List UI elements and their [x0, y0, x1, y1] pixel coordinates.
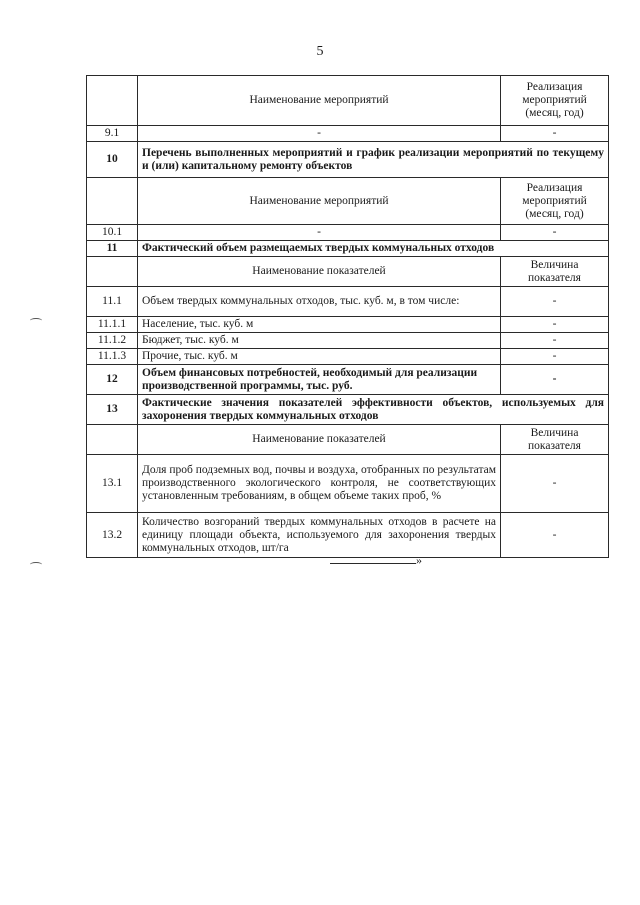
row-number-cell: 9.1: [87, 126, 138, 142]
column-header-value: Величина показателя: [501, 425, 609, 455]
row-number-cell: 11.1.1: [87, 317, 138, 333]
section-number-cell: 12: [87, 365, 138, 395]
page-number: 5: [316, 44, 324, 59]
table-header-row: [87, 76, 609, 126]
column-header-name: Наименование показателей: [138, 425, 501, 455]
closing-quote: »: [416, 553, 422, 567]
section-title-cell: Фактические значения показателей эффективности объектов, используемых для захоронения твердых коммунальных отходов: [138, 395, 609, 425]
section-row: [87, 241, 609, 257]
row-number-cell: 11.1.3: [87, 349, 138, 365]
table-row: [87, 513, 609, 558]
row-number-cell: [87, 178, 138, 225]
section-number-cell: 11: [87, 241, 138, 257]
row-name-cell: -: [138, 126, 501, 142]
section-title-cell: Объем финансовых потребностей, необходимый для реализации производственной программы, тыс. руб.: [138, 365, 501, 395]
table-header-row: [87, 178, 609, 225]
margin-scan-mark: [30, 318, 42, 323]
column-header-name: Наименование мероприятий: [138, 178, 501, 225]
row-number-cell: 11.1.2: [87, 333, 138, 349]
row-value-cell: -: [501, 287, 609, 317]
column-header-name: Наименование мероприятий: [138, 76, 501, 126]
row-number-cell: 10.1: [87, 225, 138, 241]
table-row: [87, 126, 609, 142]
section-title-cell: Фактический объем размещаемых твердых коммунальных отходов: [138, 241, 609, 257]
row-value-cell: -: [501, 317, 609, 333]
table-header-row: [87, 257, 609, 287]
table-header-row: [87, 425, 609, 455]
row-value-cell: -: [501, 225, 609, 241]
row-name-cell: Доля проб подземных вод, почвы и воздуха, отобранных по результатам производственного экологического контроля, не соответствующих установленным требованиям, в общем объеме таких проб, %: [138, 455, 501, 513]
row-value-cell: -: [501, 455, 609, 513]
row-value-cell: -: [501, 513, 609, 558]
table-row: [87, 333, 609, 349]
row-number-cell: [87, 76, 138, 126]
table-row: [87, 349, 609, 365]
section-row: [87, 395, 609, 425]
row-number-cell: 13.1: [87, 455, 138, 513]
table-row: [87, 317, 609, 333]
section-row: [87, 365, 609, 395]
column-header-name: Наименование показателей: [138, 257, 501, 287]
row-name-cell: Количество возгораний твердых коммунальных отходов в расчете на единицу площади объекта, используемого для захоронения твердых коммунальных отходов, шт/га: [138, 513, 501, 558]
row-name-cell: Бюджет, тыс. куб. м: [138, 333, 501, 349]
column-header-value: Величина показателя: [501, 257, 609, 287]
section-title-cell: Перечень выполненных мероприятий и график реализации мероприятий по текущему и (или) капитальному ремонту объектов: [138, 142, 609, 178]
row-value-cell: -: [501, 126, 609, 142]
margin-scan-mark: [30, 562, 42, 567]
row-value-cell: -: [501, 349, 609, 365]
report-table: [86, 75, 609, 558]
row-name-cell: Объем твердых коммунальных отходов, тыс. куб. м, в том числе:: [138, 287, 501, 317]
section-row: [87, 142, 609, 178]
table-row: [87, 287, 609, 317]
table-row: [87, 225, 609, 241]
row-number-cell: 11.1: [87, 287, 138, 317]
row-number-cell: [87, 425, 138, 455]
row-number-cell: [87, 257, 138, 287]
section-value-cell: -: [501, 365, 609, 395]
signature-line: [330, 553, 416, 564]
row-number-cell: 13.2: [87, 513, 138, 558]
section-number-cell: 13: [87, 395, 138, 425]
row-name-cell: -: [138, 225, 501, 241]
row-value-cell: -: [501, 333, 609, 349]
closing-mark: [330, 553, 422, 568]
section-number-cell: 10: [87, 142, 138, 178]
row-name-cell: Прочие, тыс. куб. м: [138, 349, 501, 365]
column-header-value: Реализация мероприятий (месяц, год): [501, 76, 609, 126]
table-row: [87, 455, 609, 513]
row-name-cell: Население, тыс. куб. м: [138, 317, 501, 333]
column-header-value: Реализация мероприятий (месяц, год): [501, 178, 609, 225]
